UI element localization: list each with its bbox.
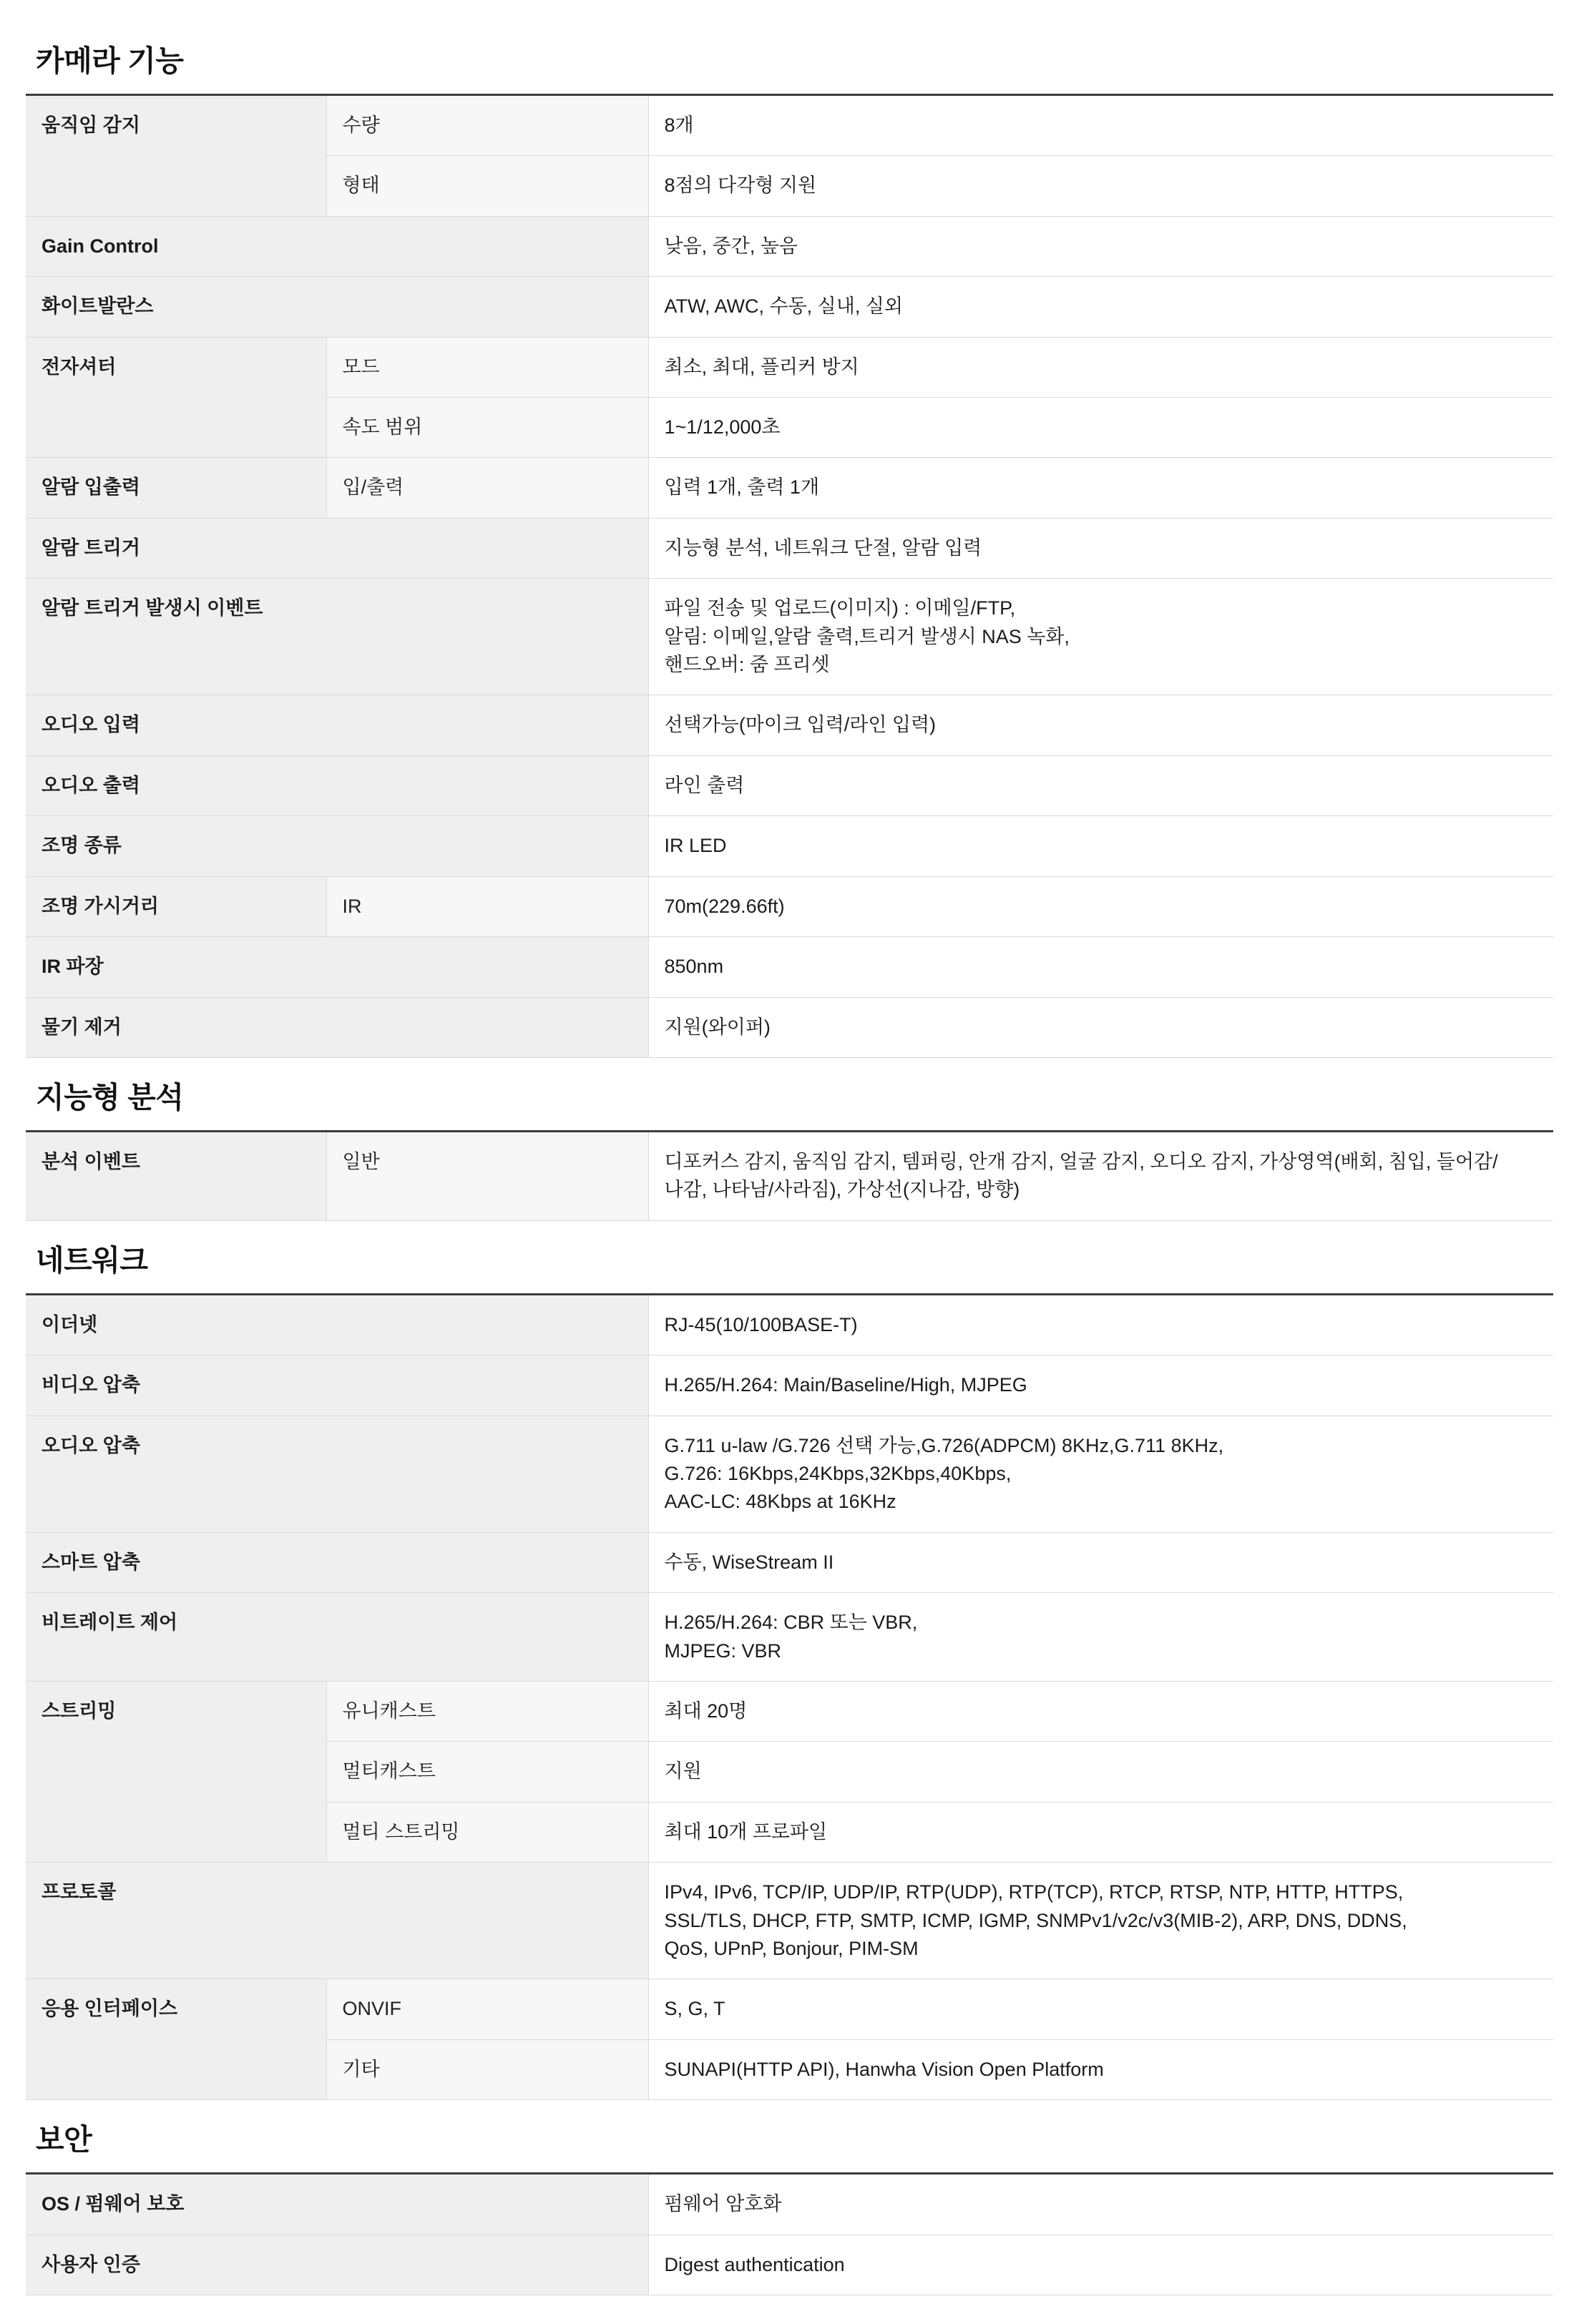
spec-value: [648, 2174, 1553, 2235]
spec-value: [648, 755, 1553, 815]
spec-value: [648, 1979, 1553, 2039]
spec-label: 비트레이트 제어: [26, 1593, 648, 1682]
spec-value-line: H.265/H.264: Main/Baseline/High, MJPEG: [664, 1374, 1027, 1396]
table-row: [26, 337, 1553, 397]
spec-value-line: 8개: [664, 114, 694, 136]
table-row: [26, 1593, 1553, 1682]
spec-value: [648, 398, 1553, 458]
spec-value-line: 8점의 다각형 지원: [664, 175, 817, 197]
spec-label: 응용 인터페이스: [26, 1979, 326, 2100]
spec-section: [26, 1221, 1553, 2101]
spec-value: [648, 277, 1553, 337]
spec-label: OS / 펌웨어 보호: [26, 2174, 648, 2235]
spec-value-line: RJ-45(10/100BASE-T): [664, 1313, 858, 1335]
spec-value-line: 입력 1개, 출력 1개: [664, 476, 820, 499]
spec-label: 물기 제거: [26, 997, 648, 1057]
spec-label: 오디오 입력: [26, 695, 648, 755]
spec-label: 조명 종류: [26, 816, 648, 876]
spec-value-line: ATW, AWC, 수동, 실내, 실외: [664, 295, 903, 318]
spec-value-line: 파일 전송 및 업로드(이미지) : 이메일/FTP,: [664, 597, 1016, 619]
spec-value-line: 최소, 최대, 플리커 방지: [664, 356, 859, 378]
table-row: [26, 2235, 1553, 2295]
spec-value-line: SUNAPI(HTTP API), Hanwha Vision Open Platform: [664, 2058, 1104, 2080]
spec-value: [648, 1681, 1553, 1741]
spec-value-line: 최대 20명: [664, 1700, 748, 1722]
spec-value-line: AAC-LC: 48Kbps at 16KHz: [664, 1491, 896, 1513]
spec-value-line: IR LED: [664, 835, 727, 857]
spec-label: 분석 이벤트: [26, 1131, 326, 1220]
spec-sub-label: 멀티 스트리밍: [326, 1802, 648, 1862]
spec-value-line: 수동, WiseStream II: [664, 1551, 834, 1573]
table-row: [26, 1532, 1553, 1592]
section-title: 보안: [36, 2123, 92, 2157]
spec-sub-label: 입/출력: [326, 458, 648, 518]
spec-label: 화이트발란스: [26, 277, 648, 337]
spec-value-line: Digest authentication: [664, 2253, 845, 2275]
spec-value: [648, 1416, 1553, 1532]
table-row: [26, 458, 1553, 518]
spec-value-line: 지원: [664, 1760, 702, 1783]
spec-value: [648, 579, 1553, 695]
table-row: [26, 216, 1553, 276]
table-row: [26, 2174, 1553, 2235]
spec-section: [26, 2100, 1553, 2295]
table-row: [26, 1681, 1553, 1741]
spec-value-line: S, G, T: [664, 1998, 725, 2020]
spec-value-line: 지능형 분석, 네트워크 단절, 알람 입력: [664, 536, 982, 559]
spec-value: [648, 1742, 1553, 1802]
spec-value-line: 지원(와이퍼): [664, 1016, 771, 1038]
spec-value-line: 850nm: [664, 956, 724, 978]
table-row: [26, 755, 1553, 815]
section-title: 카메라 기능: [36, 44, 184, 77]
spec-table: [26, 1130, 1553, 1221]
table-row: [26, 95, 1553, 156]
table-row: [26, 1131, 1553, 1220]
spec-label: 움직임 감지: [26, 95, 326, 217]
spec-sub-label: 멀티캐스트: [326, 1742, 648, 1802]
table-row: [26, 876, 1553, 936]
spec-value-line: 나감, 나타남/사라짐), 가상선(지나감, 방향): [664, 1179, 1020, 1201]
spec-value-line: 낮음, 중간, 높음: [664, 235, 798, 257]
spec-value-line: 디포커스 감지, 움직임 감지, 템퍼링, 안개 감지, 얼굴 감지, 오디오 감지, 가상영역(배회, 침입, 들어감/: [664, 1150, 1498, 1172]
section-title: 네트워크: [36, 1243, 148, 1277]
spec-value: [648, 458, 1553, 518]
spec-value: [648, 1294, 1553, 1355]
spec-value-line: H.265/H.264: CBR 또는 VBR,: [664, 1612, 918, 1634]
spec-sub-label: 수량: [326, 95, 648, 156]
spec-value: [648, 876, 1553, 936]
spec-value: [648, 1532, 1553, 1592]
spec-label: IR 파장: [26, 937, 648, 997]
spec-label: 오디오 출력: [26, 755, 648, 815]
spec-value: [648, 1863, 1553, 1979]
spec-value-line: 최대 10개 프로파일: [664, 1820, 828, 1843]
spec-value: [648, 1131, 1553, 1220]
spec-value-line: 라인 출력: [664, 774, 745, 796]
spec-table: [26, 2172, 1553, 2295]
spec-label: 오디오 압축: [26, 1416, 648, 1532]
spec-value-line: G.711 u-law /G.726 선택 가능,G.726(ADPCM) 8KHz,G.711 8KHz,: [664, 1434, 1224, 1456]
spec-sub-label: 속도 범위: [326, 398, 648, 458]
spec-value-line: 70m(229.66ft): [664, 895, 785, 917]
spec-sub-label: 유니캐스트: [326, 1681, 648, 1741]
spec-label: 스트리밍: [26, 1681, 326, 1862]
spec-value: [648, 337, 1553, 397]
spec-value-line: 선택가능(마이크 입력/라인 입력): [664, 714, 937, 736]
spec-value: [648, 95, 1553, 156]
spec-label: 사용자 인증: [26, 2235, 648, 2295]
spec-value: [648, 156, 1553, 216]
spec-label: 스마트 압축: [26, 1532, 648, 1592]
spec-label: Gain Control: [26, 216, 648, 276]
table-row: [26, 1355, 1553, 1416]
spec-label: 알람 트리거: [26, 518, 648, 578]
spec-sub-label: 모드: [326, 337, 648, 397]
table-row: [26, 997, 1553, 1057]
table-row: [26, 518, 1553, 578]
spec-value: [648, 216, 1553, 276]
spec-table: [26, 1293, 1553, 2101]
spec-label: 이더넷: [26, 1294, 648, 1355]
spec-sub-label: ONVIF: [326, 1979, 648, 2039]
spec-value-line: 알림: 이메일,알람 출력,트리거 발생시 NAS 녹화,: [664, 625, 1070, 647]
table-row: [26, 1416, 1553, 1532]
spec-value-line: 1~1/12,000초: [664, 416, 781, 438]
spec-value-line: 펌웨어 암호화: [664, 2193, 782, 2215]
spec-label: 비디오 압축: [26, 1355, 648, 1416]
table-row: [26, 1979, 1553, 2039]
spec-sub-label: 기타: [326, 2039, 648, 2099]
spec-value: [648, 816, 1553, 876]
spec-table: [26, 94, 1553, 1058]
spec-label: 프로토콜: [26, 1863, 648, 1979]
spec-value: [648, 2039, 1553, 2099]
spec-sub-label: 일반: [326, 1131, 648, 1220]
spec-sub-label: IR: [326, 876, 648, 936]
spec-value-line: SSL/TLS, DHCP, FTP, SMTP, ICMP, IGMP, SNMPv1/v2c/v3(MIB-2), ARP, DNS, DDNS,: [664, 1909, 1407, 1931]
table-row: [26, 277, 1553, 337]
spec-value-line: 핸드오버: 줌 프리셋: [664, 654, 830, 676]
section-title: 지능형 분석: [36, 1080, 184, 1114]
spec-value: [648, 2235, 1553, 2295]
spec-label: 조명 가시거리: [26, 876, 326, 936]
spec-value: [648, 1355, 1553, 1416]
spec-label: 알람 입출력: [26, 458, 326, 518]
spec-value-line: MJPEG: VBR: [664, 1639, 782, 1662]
spec-label: 전자셔터: [26, 337, 326, 458]
spec-sub-label: 형태: [326, 156, 648, 216]
table-row: [26, 1294, 1553, 1355]
spec-value-line: QoS, UPnP, Bonjour, PIM-SM: [664, 1938, 919, 1959]
spec-value-line: IPv4, IPv6, TCP/IP, UDP/IP, RTP(UDP), RTP(TCP), RTCP, RTSP, NTP, HTTP, HTTPS,: [664, 1881, 1404, 1903]
spec-value-line: G.726: 16Kbps,24Kbps,32Kbps,40Kbps,: [664, 1462, 1012, 1484]
spec-value: [648, 1802, 1553, 1862]
table-row: [26, 937, 1553, 997]
table-row: [26, 816, 1553, 876]
spec-value: [648, 1593, 1553, 1682]
spec-value: [648, 997, 1553, 1057]
spec-section: [26, 1058, 1553, 1221]
spec-value: [648, 937, 1553, 997]
table-row: [26, 579, 1553, 695]
table-row: [26, 695, 1553, 755]
table-row: [26, 1863, 1553, 1979]
spec-sections: [26, 21, 1553, 2295]
spec-section: [26, 21, 1553, 1058]
spec-value: [648, 695, 1553, 755]
spec-label: 알람 트리거 발생시 이벤트: [26, 579, 648, 695]
spec-value: [648, 518, 1553, 578]
